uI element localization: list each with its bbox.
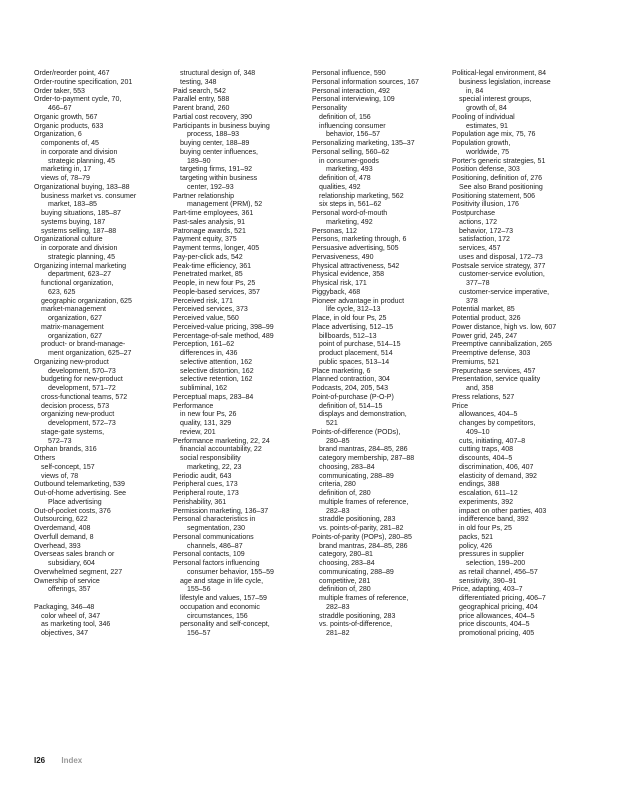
index-subentry: cutting traps, 408 bbox=[459, 446, 514, 454]
index-subentry: organizing new-product bbox=[41, 411, 115, 419]
index-subentry: category membership, 287–88 bbox=[319, 455, 415, 462]
index-subentry: relationship marketing, 562 bbox=[319, 192, 404, 200]
index-subentry: vs. points-of-difference, bbox=[319, 621, 393, 629]
index-entry: Past-sales analysis, 91 bbox=[173, 218, 246, 226]
index-subentry: definition of, 280 bbox=[319, 586, 371, 594]
index-entry: Population age mix, 75, 76 bbox=[452, 131, 536, 139]
index-subentry: business legislation, increase bbox=[459, 78, 551, 86]
page-number: I26 bbox=[34, 756, 46, 765]
index-entry: Price, adapting, 403–7 bbox=[452, 586, 523, 594]
index-entry: Organic products, 633 bbox=[34, 122, 104, 130]
index-subentry: experiments, 392 bbox=[459, 498, 514, 506]
index-subentry: 409–10 bbox=[466, 428, 490, 436]
index-subentry: 378 bbox=[466, 297, 478, 305]
index-subentry: color wheel of, 347 bbox=[41, 612, 101, 620]
index-subentry: center, 192–93 bbox=[187, 183, 234, 191]
index-column-2 bbox=[173, 70, 309, 639]
index-subentry: qualities, 492 bbox=[319, 183, 361, 191]
index-subentry: circumstances, 156 bbox=[187, 612, 248, 620]
index-entry: People, in new four Ps, 25 bbox=[173, 280, 256, 287]
index-subentry: development, 572–73 bbox=[48, 420, 116, 427]
index-entry: Performance bbox=[173, 402, 214, 410]
index-subentry: development, 570–73 bbox=[48, 367, 116, 375]
index-subentry: 156–57 bbox=[187, 630, 211, 637]
index-subentry: indifference band, 392 bbox=[459, 516, 529, 524]
index-subentry: product placement, 514 bbox=[319, 350, 393, 357]
index-subentry: 280–85 bbox=[326, 437, 350, 445]
index-entry: Physical risk, 171 bbox=[312, 280, 367, 287]
page-footer bbox=[34, 756, 82, 765]
index-subentry: marketing, 22, 23 bbox=[187, 463, 242, 471]
index-column-3 bbox=[312, 70, 448, 639]
index-subentry: marketing, 493 bbox=[326, 166, 373, 174]
index-subentry: channels, 486–87 bbox=[187, 542, 243, 550]
index-entry: Overhead, 393 bbox=[34, 542, 81, 550]
index-entry: Partner relationship bbox=[173, 192, 235, 200]
index-subentry: price allowances, 404–5 bbox=[459, 612, 535, 620]
index-entry: Planned contraction, 304 bbox=[312, 376, 390, 384]
index-subentry: selective retention, 162 bbox=[180, 376, 253, 384]
index-subentry: customer-service evolution, bbox=[459, 271, 545, 279]
index-subentry: differences in, 436 bbox=[180, 350, 238, 357]
index-subentry: public spaces, 513–14 bbox=[319, 358, 390, 366]
index-entry: Personal communications bbox=[173, 533, 254, 541]
index-subentry: actions, 172 bbox=[459, 218, 498, 226]
index-subentry: cross-functional teams, 572 bbox=[41, 393, 128, 401]
index-subentry: definition of, 514–15 bbox=[319, 402, 383, 410]
index-entry: Order/reorder point, 467 bbox=[34, 70, 110, 77]
index-subentry: definition of, 478 bbox=[319, 175, 371, 182]
index-entry: Part-time employees, 361 bbox=[173, 210, 254, 217]
index-entry: Perceived-value pricing, 398–99 bbox=[173, 323, 274, 331]
index-subentry: allowances, 404–5 bbox=[459, 411, 518, 419]
index-subentry: pressures in supplier bbox=[459, 551, 525, 559]
index-subentry: growth of, 84 bbox=[466, 105, 507, 112]
index-entry: Others bbox=[34, 455, 56, 462]
index-entry: Premiums, 521 bbox=[452, 358, 500, 366]
index-subentry: budgeting for new-product bbox=[41, 376, 123, 384]
index-subentry: lifestyle and values, 157–59 bbox=[180, 595, 267, 602]
index-entry: Overdemand, 408 bbox=[34, 525, 91, 532]
index-subentry: selective attention, 162 bbox=[180, 358, 253, 366]
index-subentry: quality, 131, 329 bbox=[180, 420, 232, 427]
index-subentry: business market vs. consumer bbox=[41, 192, 137, 200]
index-subentry: marketing in, 17 bbox=[41, 166, 92, 174]
index-subentry: 572–73 bbox=[48, 437, 72, 445]
index-subentry: in corporate and division bbox=[41, 148, 118, 156]
index-subentry: stage-gate systems, bbox=[41, 428, 105, 436]
index-entry: Pay-per-click ads, 542 bbox=[173, 253, 243, 261]
index-subentry: financial accountability, 22 bbox=[180, 446, 262, 454]
index-subentry: department, 623–27 bbox=[48, 271, 112, 279]
index-subentry: competitive, 281 bbox=[319, 577, 371, 585]
index-entry: Preemptive defense, 303 bbox=[452, 350, 531, 357]
index-subentry: geographical pricing, 404 bbox=[459, 603, 538, 611]
index-entry: Organizational buying, 183–88 bbox=[34, 183, 130, 191]
index-subentry: ment organization, 625–27 bbox=[48, 350, 132, 357]
index-entry: Paid search, 542 bbox=[173, 87, 226, 95]
index-subentry: review, 201 bbox=[180, 428, 216, 436]
index-entry: Out-of-pocket costs, 376 bbox=[34, 507, 111, 515]
index-entry: Organizing internal marketing bbox=[34, 262, 127, 270]
index-entry: Partial cost recovery, 390 bbox=[173, 113, 252, 121]
index-subentry: product- or brand-manage- bbox=[41, 341, 126, 349]
index-entry: Personal selling, 560–62 bbox=[312, 148, 390, 156]
index-subentry: testing, 348 bbox=[180, 78, 217, 86]
index-subentry: development, 571–72 bbox=[48, 385, 116, 392]
index-subentry: in new four Ps, 26 bbox=[180, 411, 237, 419]
index-entry: Patronage awards, 521 bbox=[173, 227, 246, 235]
index-entry: Peripheral route, 173 bbox=[173, 490, 239, 497]
index-entry: Perceived services, 373 bbox=[173, 306, 248, 314]
index-subentry: packs, 521 bbox=[459, 533, 494, 541]
index-entry: Payment terms, longer, 405 bbox=[173, 245, 260, 252]
index-subentry: influencing consumer bbox=[319, 122, 386, 130]
index-subentry: 189–90 bbox=[187, 157, 211, 165]
index-entry: Packaging, 346–48 bbox=[34, 603, 95, 611]
index-entry: People-based services, 357 bbox=[173, 288, 260, 296]
index-subentry: decision process, 573 bbox=[41, 402, 110, 410]
index-subentry: subsidiary, 604 bbox=[48, 560, 95, 567]
section-label: Index bbox=[61, 756, 83, 765]
index-entry: Ownership of service bbox=[34, 577, 100, 585]
index-subentry: behavior, 156–57 bbox=[326, 131, 381, 139]
index-subentry: category, 280–81 bbox=[319, 551, 373, 559]
index-entry: Place advertising, 512–15 bbox=[312, 323, 394, 331]
index-subentry: selective distortion, 162 bbox=[180, 367, 254, 375]
index-subentry: customer-service imperative, bbox=[459, 288, 550, 296]
index-entry: Personal influence, 590 bbox=[312, 70, 386, 77]
index-subentry: cuts, initiating, 407–8 bbox=[459, 437, 526, 445]
index-entry: Positioning statement, 506 bbox=[452, 192, 536, 200]
index-entry: Parent brand, 260 bbox=[173, 105, 230, 112]
index-subentry: strategic planning, 45 bbox=[48, 157, 115, 165]
index-entry: Orphan brands, 316 bbox=[34, 446, 97, 454]
index-subentry: selection, 199–200 bbox=[466, 560, 526, 567]
index-subentry: definition of, 156 bbox=[319, 113, 371, 121]
index-subentry: occupation and economic bbox=[180, 603, 260, 611]
index-subentry: market, 183–85 bbox=[48, 201, 97, 209]
index-entry: Press relations, 527 bbox=[452, 393, 515, 401]
index-columns bbox=[34, 70, 594, 750]
index-entry: Order-to-payment cycle, 70, bbox=[34, 96, 122, 104]
index-entry: Overfull demand, 8 bbox=[34, 533, 94, 541]
index-entry: Performance marketing, 22, 24 bbox=[173, 437, 270, 445]
index-subentry: views of, 78 bbox=[41, 472, 79, 480]
index-subentry: structural design of, 348 bbox=[180, 70, 256, 77]
index-subentry: services, 457 bbox=[459, 245, 501, 252]
index-entry: Physical attractiveness, 542 bbox=[312, 262, 400, 270]
index-subentry: targeting within business bbox=[180, 175, 258, 182]
index-entry: Postpurchase bbox=[452, 210, 496, 217]
index-entry: Organizing new-product bbox=[34, 358, 109, 366]
index-entry: Peak-time efficiency, 361 bbox=[173, 262, 252, 270]
index-subentry: communicating, 288–89 bbox=[319, 568, 394, 576]
index-entry: Personal characteristics in bbox=[173, 516, 256, 524]
index-subentry: in, 84 bbox=[466, 87, 484, 95]
index-entry: Peripheral cues, 173 bbox=[173, 481, 238, 489]
index-subentry: satisfaction, 172 bbox=[459, 236, 510, 244]
index-entry: Personality bbox=[312, 105, 347, 112]
index-subentry: systems buying, 187 bbox=[41, 218, 106, 226]
index-entry: Organizational culture bbox=[34, 236, 103, 244]
index-subentry: segmentation, 230 bbox=[187, 525, 245, 532]
index-subentry: billboards, 512–13 bbox=[319, 332, 377, 340]
index-subentry: brand mantras, 284–85, 286 bbox=[319, 446, 408, 454]
index-entry: Price bbox=[452, 402, 469, 410]
index-entry: Personal word-of-mouth bbox=[312, 210, 388, 217]
index-entry: Points-of-parity (POPs), 280–85 bbox=[312, 533, 412, 541]
index-subentry: as retail channel, 456–57 bbox=[459, 568, 538, 576]
index-subentry: geographic organization, 625 bbox=[41, 297, 132, 305]
index-subentry: See also Brand positioning bbox=[459, 183, 543, 191]
index-subentry: point of purchase, 514–15 bbox=[319, 341, 401, 349]
index-entry: Pervasiveness, 490 bbox=[312, 253, 374, 261]
index-subentry: choosing, 283–84 bbox=[319, 560, 375, 567]
index-entry: Outbound telemarketing, 539 bbox=[34, 481, 125, 489]
index-entry: Persons, marketing through, 6 bbox=[312, 236, 407, 244]
index-subentry: behavior, 172–73 bbox=[459, 227, 514, 235]
index-entry: Persuasive advertising, 505 bbox=[312, 245, 399, 252]
index-subentry: estimates, 91 bbox=[466, 122, 508, 130]
index-subentry: buying center, 188–89 bbox=[180, 140, 250, 147]
index-entry: Podcasts, 204, 205, 543 bbox=[312, 385, 389, 392]
index-entry: Personal contacts, 109 bbox=[173, 551, 245, 559]
index-subentry: consumer behavior, 155–59 bbox=[187, 568, 274, 576]
index-subentry: 282–83 bbox=[326, 603, 350, 611]
index-subentry: discrimination, 406, 407 bbox=[459, 463, 534, 471]
index-entry: Organic growth, 567 bbox=[34, 113, 98, 121]
index-subentry: displays and demonstration, bbox=[319, 411, 407, 419]
index-subentry: process, 188–93 bbox=[187, 131, 240, 139]
index-entry: Physical evidence, 358 bbox=[312, 271, 385, 279]
index-subentry: management (PRM), 52 bbox=[187, 201, 263, 209]
index-subentry: changes by competitors, bbox=[459, 420, 536, 427]
index-entry: Overseas sales branch or bbox=[34, 551, 115, 559]
index-column-4 bbox=[452, 70, 588, 639]
index-subentry: 466–67 bbox=[48, 105, 72, 112]
index-entry: Percentage-of-sale method, 489 bbox=[173, 332, 274, 340]
index-entry: Personal interviewing, 109 bbox=[312, 96, 395, 104]
index-entry: Penetrated market, 85 bbox=[173, 271, 243, 279]
index-subentry: personality and self-concept, bbox=[180, 621, 270, 629]
index-subentry: as marketing tool, 346 bbox=[41, 621, 111, 629]
index-subentry: worldwide, 75 bbox=[466, 148, 510, 156]
index-entry: Personal factors influencing bbox=[173, 560, 260, 567]
index-subentry: straddle positioning, 283 bbox=[319, 612, 396, 620]
index-subentry: in consumer-goods bbox=[319, 157, 379, 165]
index-subentry: vs. points-of-parity, 281–82 bbox=[319, 525, 404, 532]
index-subentry: functional organization, bbox=[41, 280, 114, 287]
index-subentry: special interest groups, bbox=[459, 96, 532, 104]
index-subentry: choosing, 283–84 bbox=[319, 463, 375, 471]
index-entry: Payment equity, 375 bbox=[173, 236, 237, 244]
index-subentry: escalation, 611–12 bbox=[459, 490, 518, 497]
index-entry: Personal information sources, 167 bbox=[312, 78, 419, 86]
index-subentry: organization, 627 bbox=[48, 332, 103, 340]
index-entry: Prepurchase services, 457 bbox=[452, 367, 536, 375]
index-subentry: promotional pricing, 405 bbox=[459, 630, 535, 637]
index-subentry: subliminal, 162 bbox=[180, 385, 228, 392]
index-subentry: straddle positioning, 283 bbox=[319, 516, 396, 524]
index-subentry: impact on other parties, 403 bbox=[459, 507, 547, 515]
index-subentry: and, 358 bbox=[466, 385, 494, 392]
index-column-1 bbox=[34, 70, 170, 639]
index-subentry: life cycle, 312–13 bbox=[326, 306, 381, 314]
index-entry: Position defense, 303 bbox=[452, 166, 520, 174]
index-entry: Population growth, bbox=[452, 140, 511, 147]
index-entry: Perceived risk, 171 bbox=[173, 297, 233, 305]
index-entry: Place marketing, 6 bbox=[312, 367, 371, 375]
index-subentry: targeting firms, 191–92 bbox=[180, 166, 253, 174]
index-subentry: marketing, 492 bbox=[326, 218, 373, 226]
entry-spacer bbox=[34, 595, 170, 604]
index-entry: Point-of-purchase (P-O-P) bbox=[312, 393, 394, 401]
index-entry: Participants in business buying bbox=[173, 122, 270, 130]
index-subentry: systems selling, 187–88 bbox=[41, 227, 117, 235]
index-subentry: endings, 388 bbox=[459, 481, 500, 489]
index-entry: Potential market, 85 bbox=[452, 306, 515, 314]
index-entry: Presentation, service quality bbox=[452, 376, 541, 384]
index-entry: Political-legal environment, 84 bbox=[452, 70, 547, 77]
index-entry: Piggyback, 468 bbox=[312, 288, 361, 296]
index-entry: Personas, 112 bbox=[312, 227, 357, 235]
index-subentry: communicating, 288–89 bbox=[319, 472, 394, 480]
index-entry: Perception, 161–62 bbox=[173, 341, 235, 349]
index-entry: Power distance, high vs. low, 607 bbox=[452, 323, 557, 331]
index-subentry: criteria, 280 bbox=[319, 481, 356, 489]
index-entry: Perceptual maps, 283–84 bbox=[173, 393, 254, 401]
index-subentry: self-concept, 157 bbox=[41, 463, 95, 471]
index-subentry: in corporate and division bbox=[41, 245, 118, 252]
index-entry: Potential product, 326 bbox=[452, 315, 521, 322]
index-entry: Positivity illusion, 176 bbox=[452, 201, 519, 209]
index-entry: Positioning, definition of, 276 bbox=[452, 175, 543, 182]
index-subentry: elasticity of demand, 392 bbox=[459, 472, 537, 480]
index-entry: Organization, 6 bbox=[34, 131, 82, 139]
index-entry: Perishability, 361 bbox=[173, 498, 227, 506]
index-subentry: views of, 78–79 bbox=[41, 175, 90, 182]
index-subentry: discounts, 404–5 bbox=[459, 455, 513, 462]
index-subentry: uses and disposal, 172–73 bbox=[459, 253, 543, 261]
index-entry: Preemptive cannibalization, 265 bbox=[452, 341, 552, 349]
index-subentry: buying situations, 185–87 bbox=[41, 210, 121, 217]
index-entry: Place, in old four Ps, 25 bbox=[312, 315, 387, 322]
index-subentry: in old four Ps, 25 bbox=[459, 525, 512, 532]
index-subentry: 282–83 bbox=[326, 507, 350, 515]
index-entry: Power grid, 245, 247 bbox=[452, 332, 518, 340]
index-subentry: multiple frames of reference, bbox=[319, 498, 409, 506]
index-subentry: Place advertising bbox=[48, 498, 102, 506]
index-subentry: matrix-management bbox=[41, 323, 104, 331]
index-subentry: multiple frames of reference, bbox=[319, 595, 409, 602]
index-entry: Overwhelmed segment, 227 bbox=[34, 568, 123, 576]
index-subentry: buying center influences, bbox=[180, 148, 258, 156]
index-entry: Porter's generic strategies, 51 bbox=[452, 157, 546, 165]
index-entry: Order-routine specification, 201 bbox=[34, 78, 133, 86]
index-subentry: sensitivity, 390–91 bbox=[459, 577, 517, 585]
index-subentry: price discounts, 404–5 bbox=[459, 621, 530, 629]
index-subentry: components of, 45 bbox=[41, 140, 99, 147]
index-subentry: 155–56 bbox=[187, 586, 211, 594]
index-subentry: policy, 426 bbox=[459, 542, 493, 550]
index-entry: Pooling of individual bbox=[452, 113, 515, 121]
index-entry: Points-of-difference (PODs), bbox=[312, 428, 401, 436]
index-subentry: strategic planning, 45 bbox=[48, 253, 115, 261]
index-entry: Pioneer advantage in product bbox=[312, 297, 405, 305]
index-subentry: six steps in, 561–62 bbox=[319, 201, 382, 209]
index-entry: Personalizing marketing, 135–37 bbox=[312, 140, 415, 147]
index-entry: Order taker, 553 bbox=[34, 87, 85, 95]
index-subentry: brand mantras, 284–85, 286 bbox=[319, 542, 408, 550]
index-entry: Personal interaction, 492 bbox=[312, 87, 390, 95]
index-subentry: age and stage in life cycle, bbox=[180, 577, 264, 585]
index-subentry: market-management bbox=[41, 306, 107, 314]
index-subentry: objectives, 347 bbox=[41, 630, 89, 637]
index-subentry: social responsibility bbox=[180, 455, 241, 462]
index-entry: Perceived value, 560 bbox=[173, 315, 239, 322]
index-entry: Out-of-home advertising. See bbox=[34, 490, 127, 497]
index-subentry: organization, 627 bbox=[48, 315, 103, 322]
index-subentry: differentiated pricing, 406–7 bbox=[459, 595, 546, 602]
index-entry: Outsourcing, 622 bbox=[34, 516, 88, 524]
index-entry: Postsale service strategy, 377 bbox=[452, 262, 546, 270]
index-subentry: definition of, 280 bbox=[319, 490, 371, 497]
index-subentry: 377–78 bbox=[466, 280, 490, 287]
index-entry: Parallel entry, 588 bbox=[173, 96, 230, 104]
index-subentry: offerings, 357 bbox=[48, 586, 91, 594]
index-subentry: 281–82 bbox=[326, 630, 350, 637]
index-subentry: 623, 625 bbox=[48, 288, 76, 296]
index-subentry: 521 bbox=[326, 420, 338, 427]
index-entry: Permission marketing, 136–37 bbox=[173, 507, 269, 515]
index-entry: Periodic audit, 643 bbox=[173, 472, 232, 480]
